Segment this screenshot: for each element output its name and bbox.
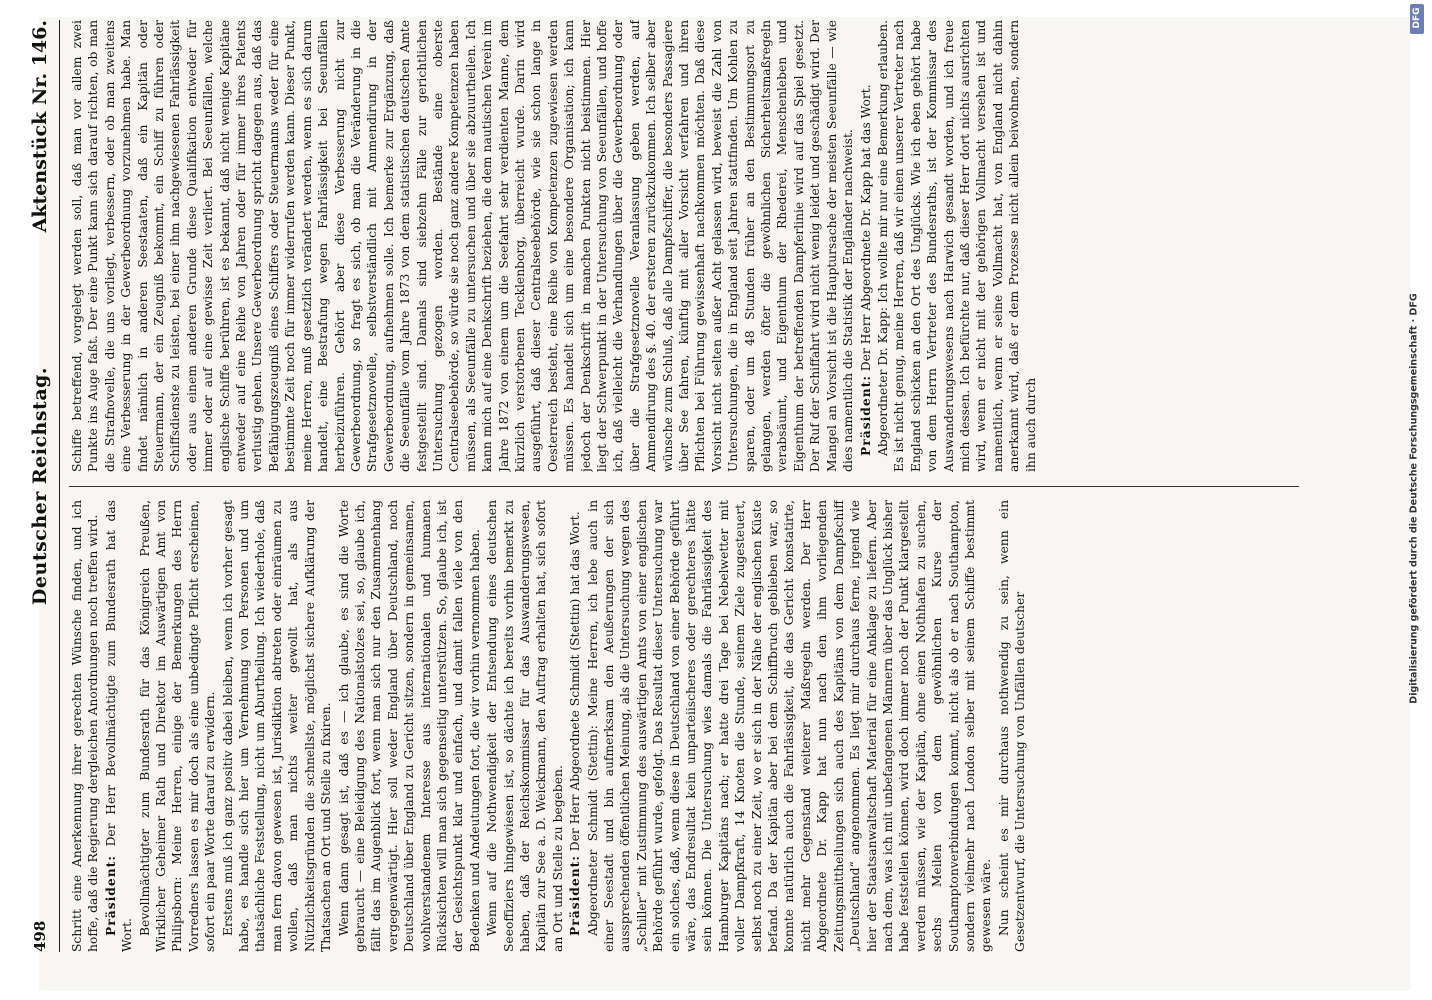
digitization-credit-text: Digitalisierung gefördert durch die Deutsche Forschungsgemeinschaft · DFG [1408, 293, 1420, 704]
paragraph [875, 20, 1039, 472]
paragraph [567, 500, 583, 952]
paragraph-text: Schritt eine Anerkennung ihrer gerechten Wünsche finden, und ich hoffe, daß die Regierung dergleichen Anordnungen noch treffen wird. [70, 500, 101, 952]
paragraph [484, 500, 566, 952]
paragraph [585, 500, 995, 952]
column-divider [69, 486, 1299, 487]
paragraph-text: Schiffe betreffend, vorgelegt werden soll, daß man vor allem zwei Punkte ins Auge faßt. Der eine Punkt kann sich darauf richten, ob man die Strafnovelle, die uns vorliegt, verbessern, oder ob man zweitens eine Verbesserung in der Gewerbeordnung vorzunehmen habe. Man findet nämlich in anderen Seestaaten, daß ein Kapitän oder Steuermann, der ein Zeugniß bekommt, ein Schiff zu führen oder Schiffsdienste zu leisten, bei einer ihm nachgewiesenen Fahrlässigkeit oder aus einem anderen Grunde diese Qualifikation entweder für immer oder auf eine gewisse Zeit verliert. Bei Seeunfällen, welche englische Schiffe berühren, ist es bekannt, daß nicht wenige Kapitäne entweder auf eine Reihe von Jahren oder für immer ihres Patents verlustig gehen. Unsere Gewerbeordnung spricht dagegen aus, daß das Befähigungszeugniß eines Schiffers oder Steuermanns weder für eine bestimmte Zeit noch für immer widerrufen werden kann. Dieser Punkt, meine Herren, muß gesetzlich verändert werden, wenn es sich darum handelt, eine Bestrafung wegen Fahrlässigkeit bei Seeunfällen herbeizuführen. Gehört aber diese Verbesserung nicht zur Gewerbeordnung, so fragt es sich, ob man die Veränderung in die Strafgesetznovelle, selbstverständlich mit Ammendirung in der Gewerbeordnung, aufnehmen solle. Ich bemerke zur Ergänzung, daß die Seeunfälle vom Jahre 1873 von dem statistischen deutschen Amte festgestellt sind. Damals sind siebzehn Fälle zur gerichtlichen Untersuchung gezogen worden. Bestände eine oberste Centralseebehörde, so würde sie noch ganz andere Kompetenzen haben müssen, als Seeunfälle zu untersuchen und über sie abzuurtheilen. Ich kann mich auf eine Denkschrift beziehen, die dem nautischen Verein im Jahre 1872 von einem um die Seefahrt sehr verdienten Manne, dem kürzlich verstorbenen Tecklenborg, überreicht wurde. Darin wird ausgeführt, daß dieser Centralseebehörde, wie sie schon lange in Oesterreich besteht, eine Reihe von Kompetenzen zugewiesen werden müssen. Es handelt sich um eine besondere Organisation; ich kann jedoch der Denkschrift in manchen Punkten nicht beistimmen. Hier liegt der Schwerpunkt in der Untersuchung von Seeunfällen, und hoffe ich, daß vielleicht die Verhandlungen über die Gewerbeordnung oder über die Strafgesetznovelle Veranlassung geben werden, auf Ammendirung des §. 40. der ersteren zurückzukommen. Ich selber aber wünsche zum Schluß, daß alle Dampfschiffer, die besonders Passagiere über See fahren, künftig mit aller Vorsicht verfahren und ihren Pflichten bei Führung gewissenhaft nachkommen möchten. Daß diese Vorsicht nicht selten außer Acht gelassen wird, beweist die Zahl von Untersuchungen, die in England seit Jahren stattfinden. Um Kohlen zu sparen, oder um 48 Stunden früher an den Bestimmungsort zu gelangen, werden öfter die gewöhnlichen Sicherheitsmaßregeln verabsäumt, und Eigenthum der Rhederei, Menschenleben und Eigenthum der betreffenden Dampferlinie wird auf das Spiel gesetzt. Der Ruf der Schiffahrt wird nicht wenig leidet und geschädigt wird. Der Mangel an Vorsicht ist die Hauptursache der meisten Seeunfälle — wie dies namentlich die Statistik der Engländer nachweist. [70, 20, 856, 472]
paragraph [69, 500, 102, 952]
document-number: 146. [29, 20, 51, 67]
paragraph [996, 500, 1029, 952]
document-page [17, 6, 1353, 966]
document-reference [29, 20, 51, 232]
paragraph-text: Erstens muß ich ganz positiv dabei bleiben, wenn ich vorher gesagt habe, es handle sich hier um Vernehmung von Personen und um thatsächliche Feststellung, nicht um Aburtheilung. Ich wiederhole, daß man fern davon gewesen ist, Jurisdiktion abtreten oder einräumen zu wollen, daß man nichts weiter gewollt hat, als aus Nützlichkeitsgründen die schnellste, möglichst sichere Aufklärung der Thatsachen an Ort und Stelle zu fixiren. [220, 500, 334, 952]
paragraph [858, 20, 874, 472]
paragraph [336, 500, 484, 952]
right-column [69, 20, 1345, 472]
page-header [25, 20, 60, 952]
paragraph [220, 500, 335, 952]
speaker-label: Präsident: [102, 855, 118, 936]
paragraph-text: Der Herr Abgeordnete Schmidt (Stettin) hat das Wort. [568, 511, 583, 852]
dfg-logo-icon [1410, 4, 1424, 34]
paragraph [103, 500, 136, 952]
paragraph-text: Abgeordneter Dr. Kapp: Ich wollte mir nur eine Bemerkung erlauben. Es ist nicht genug, meine Herren, daß wir einen unserer Vertreter nach England schicken an den Ort des Unglücks. Wie ich eben gehört habe von dem Herrn Vertreter des Bundesraths, ist der Kommissar des Auswanderungswesens nach Harwich gesandt worden, und ich freue mich dessen. Ich befürchte nur, daß dieser Herr dort nichts ausrichten wird, wenn er nicht mit der gehörigen Vollmacht versehen ist und namentlich, wenn er seine Vollmacht hat, von England nicht dahin anerkannt wird, daß er dem Prozesse nicht allein beiwohnen, sondern ihn auch durch [875, 20, 1038, 472]
paragraph-text: Bevollmächtigter zum Bundesrath für das Königreich Preußen, Wirklicher Geheimer Rath und Direktor im Auswärtigen Amt von Philipsborn: Meine Herren, einige der Bemerkungen des Herrn Vorredners lassen es mir doch als eine unbedingte Pflicht erscheinen, sofort ein paar Worte darauf zu erwidern. [137, 500, 218, 952]
paragraph-text: Wenn dann gesagt ist, daß es — ich glaube, es sind die Worte gebraucht — eine Beleidigung des Nationalstolzes sei, so, glaube ich, fällt das im Augenblick fort, wenn man sich nur den Zusammenhang vergegenwärtigt. Hier soll weder England über Deutschland, noch Deutschland über England zu Gericht sitzen, sondern in gemeinsamen, wohlverstandenem Interesse aus internationalen und humanen Rücksichten will man sich gegenseitig unterstützen. So, glaube ich, ist der Gesichtspunkt klar und einfach, und damit fallen viele von den Bedenken und Andeutungen fort, die wir vorhin vernommen haben. [336, 500, 482, 952]
paragraph-text: Abgeordneter Schmidt (Stettin): Meine Herren, ich lebe auch in einer Seestadt und bin aufmerksam den Aeußerungen der sich aussprechenden öffentlichen Meinung, als die Untersuchung wegen des „Schiller“ mit Zustimmung des auswärtigen Amts von einer englischen Behörde geführt wurde, gefolgt. Das Resultat dieser Untersuchung war ein solches, daß, wenn diese in Deutschland von einer Behörde geführt wäre, das Endresultat kein unparteiischeres oder gerechteres hätte sein können. Die Untersuchung wies damals die Fahrlässigkeit des Hamburger Kapitäns nach; er hatte drei Tage bei Nebelwetter mit voller Dampfkraft, 14 Knoten die Stunde, seinem Ziele zugesteuert, selbst noch zu einer Zeit, wo er sich in der Nähe der englischen Küste befand. Da der Kapitän aber bei dem Schiffbruch geblieben war, so konnte natürlich auch die Fahrlässigkeit, die das Gericht konstatirte, nicht mehr Gegenstand weiterer Maßregeln werden. Der Herr Abgeordnete Dr. Kapp hat nun nach den ihm vorliegenden Zeitungsmittheilungen sich auch des Kapitäns von dem Dampfschiff „Deutschland“ angenommen. Es liegt mir durchaus ferne, irgend wie hier der Staatsanwaltschaft Material für eine Anklage zu liefern. Aber nach dem, was ich mit unbefangenen Männern über das Unglück bisher habe feststellen können, wird doch immer noch der Punkt klargestellt werden müssen, wie der Kapitän, ohne einen Nothhafen zu suchen, sechs Meilen von dem gewöhnlichen Kurse der Southamptonverbindungen kommt, nicht als ob er nach Southampton, sondern vielmehr nach London selber mit seinem Schiffe bestimmt gewesen wäre. [585, 500, 994, 952]
speaker-label: Präsident: [567, 855, 583, 936]
paragraph-text: Nun scheint es mir durchaus nothwendig zu sein, wenn ein Gesetzentwurf, die Untersuchung von Unfällen deutscher [996, 500, 1028, 952]
document-label: Aktenstück Nr. [29, 66, 51, 233]
paragraph [137, 500, 219, 952]
digitization-credit [1401, 8, 1427, 992]
paragraph [69, 20, 857, 472]
running-title: Deutscher Reichstag. [29, 366, 51, 606]
speaker-label: Präsident: [857, 375, 873, 456]
page-number: 498 [31, 920, 49, 952]
dfg-logo-text: DFG [1412, 7, 1422, 29]
paragraph-text: Der Herr Bevollmächtigte zum Bundesrath hat das Wort. [103, 500, 135, 952]
left-column [69, 500, 1345, 952]
paragraph-text: Der Herr Abgeordnete Dr. Kapp hat das Wort. [858, 84, 873, 372]
paragraph-text: Wenn auf die Nothwendigkeit der Entsendung eines deutschen Seeoffiziers hingewiesen ist, so dächte ich bereits vorhin bemerkt zu haben, daß der Reichskommissar für das Auswanderungswesen, Kapitän zur See a. D. Weickmann, den Auftrag erhalten hat, sich sofort an Ort und Stelle zu begeben. [485, 500, 565, 952]
